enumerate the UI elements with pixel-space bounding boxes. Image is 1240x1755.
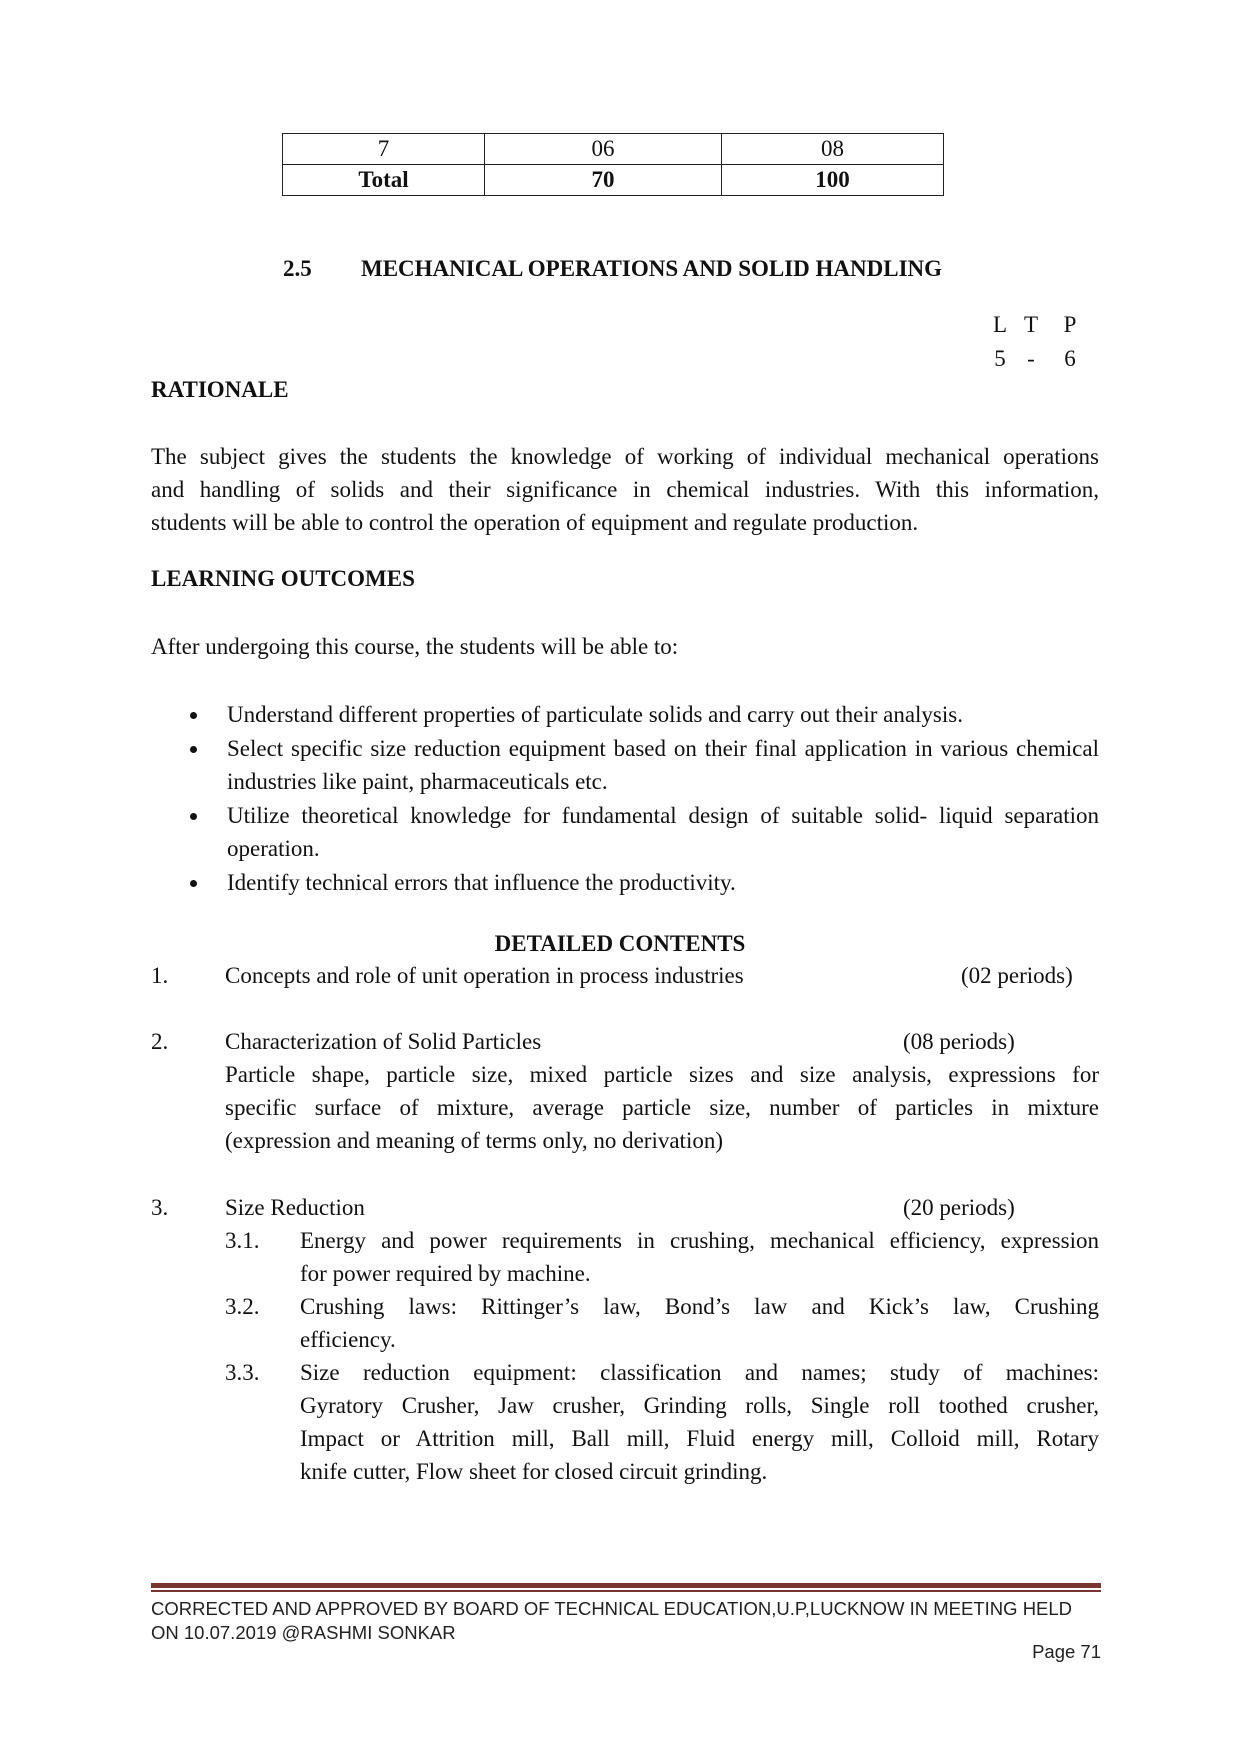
text-line: specific surface of mixture, average particle size, number of particles in mixture xyxy=(225,1095,1099,1120)
footer-note xyxy=(151,1597,1072,1645)
subunit-number: 3.3. xyxy=(225,1360,260,1385)
unit-title: Concepts and role of unit operation in process industries xyxy=(225,963,744,988)
table-cell: 08 xyxy=(722,134,944,165)
table-cell: 7 xyxy=(283,134,485,165)
ltp-value: 6 xyxy=(1064,346,1076,371)
unit-number: 1. xyxy=(151,963,169,988)
text-line: efficiency. xyxy=(300,1327,396,1352)
ltp-headers xyxy=(988,308,1090,342)
rationale-heading: RATIONALE xyxy=(151,377,289,402)
list-item: Select specific size reduction equipment based on their final application in various chemical industries like paint, pharmaceuticals etc. xyxy=(186,732,1099,799)
section-title: MECHANICAL OPERATIONS AND SOLID HANDLING xyxy=(361,256,943,281)
table-row-total xyxy=(283,165,944,196)
ltp-header: P xyxy=(1063,312,1077,337)
text-line: Energy and power requirements in crushing, mechanical efficiency, expression xyxy=(300,1228,1099,1253)
text-line: Particle shape, particle size, mixed particle sizes and size analysis, expressions for xyxy=(225,1062,1099,1087)
ltp-block xyxy=(988,308,1090,376)
ltp-values xyxy=(988,342,1090,376)
text-line: Impact or Attrition mill, Ball mill, Fluid energy mill, Colloid mill, Rotary xyxy=(300,1426,1099,1451)
footer-rule-thin xyxy=(151,1590,1101,1592)
list-item: Identify technical errors that influence the productivity. xyxy=(186,866,1099,900)
list-item: Understand different properties of particulate solids and carry out their analysis. xyxy=(186,698,1099,732)
subunit-text xyxy=(300,1356,1099,1488)
footer-rule xyxy=(151,1583,1101,1588)
table-cell: 06 xyxy=(485,134,722,165)
unit-periods: (08 periods) xyxy=(903,1029,1015,1054)
table-row xyxy=(283,134,944,165)
text-line: Size reduction equipment: classification and names; study of machines: xyxy=(300,1360,1099,1385)
detailed-contents-heading xyxy=(0,931,1240,957)
text-line: Gyratory Crusher, Jaw crusher, Grinding rolls, Single roll toothed crusher, xyxy=(300,1393,1099,1418)
unit-title: Size Reduction xyxy=(225,1195,365,1220)
text-line: Crushing laws: Rittinger’s law, Bond’s law and Kick’s law, Crushing xyxy=(300,1294,1099,1319)
ltp-header: L xyxy=(992,312,1008,337)
subunit-number: 3.1. xyxy=(225,1228,260,1253)
table-cell: Total xyxy=(283,165,485,196)
page-number: Page 71 xyxy=(1032,1641,1101,1662)
list-item: Utilize theoretical knowledge for fundamental design of suitable solid- liquid separation operation. xyxy=(186,799,1099,866)
unit-periods: (20 periods) xyxy=(903,1195,1015,1220)
text-line: for power required by machine. xyxy=(300,1261,591,1286)
unit-number: 2. xyxy=(151,1029,169,1054)
ltp-header: T xyxy=(1023,312,1039,337)
text-line: students will be able to control the operation of equipment and regulate production. xyxy=(151,510,919,535)
table-cell: 70 xyxy=(485,165,722,196)
learning-outcomes-heading: LEARNING OUTCOMES xyxy=(151,566,415,591)
unit-description xyxy=(225,1058,1099,1157)
text-line: The subject gives the students the knowledge of working of individual mechanical operations xyxy=(151,444,1099,469)
text-line: (expression and meaning of terms only, no derivation) xyxy=(225,1128,723,1153)
ltp-value: - xyxy=(1027,346,1035,371)
learning-outcomes-intro: After undergoing this course, the students will be able to: xyxy=(151,634,679,659)
text-line: knife cutter, Flow sheet for closed circuit grinding. xyxy=(300,1459,768,1484)
learning-outcomes-list xyxy=(186,698,1099,899)
marks-table xyxy=(282,133,944,196)
rationale-paragraph xyxy=(151,440,1099,539)
subunit-text xyxy=(300,1290,1099,1356)
unit-title: Characterization of Solid Particles xyxy=(225,1029,542,1054)
table-cell: 100 xyxy=(722,165,944,196)
section-number: 2.5 xyxy=(283,256,312,281)
ltp-value: 5 xyxy=(994,346,1006,371)
footer-line: ON 10.07.2019 @RASHMI SONKAR xyxy=(151,1622,456,1643)
subunit-text xyxy=(300,1224,1099,1290)
unit-periods: (02 periods) xyxy=(961,963,1073,988)
subunit-number: 3.2. xyxy=(225,1294,260,1319)
unit-number: 3. xyxy=(151,1195,169,1220)
text-line: and handling of solids and their significance in chemical industries. With this information, xyxy=(151,477,1099,502)
footer-line: CORRECTED AND APPROVED BY BOARD OF TECHNICAL EDUCATION,U.P,LUCKNOW IN MEETING HELD xyxy=(151,1598,1073,1619)
detailed-contents-heading-text: DETAILED CONTENTS xyxy=(494,931,746,956)
